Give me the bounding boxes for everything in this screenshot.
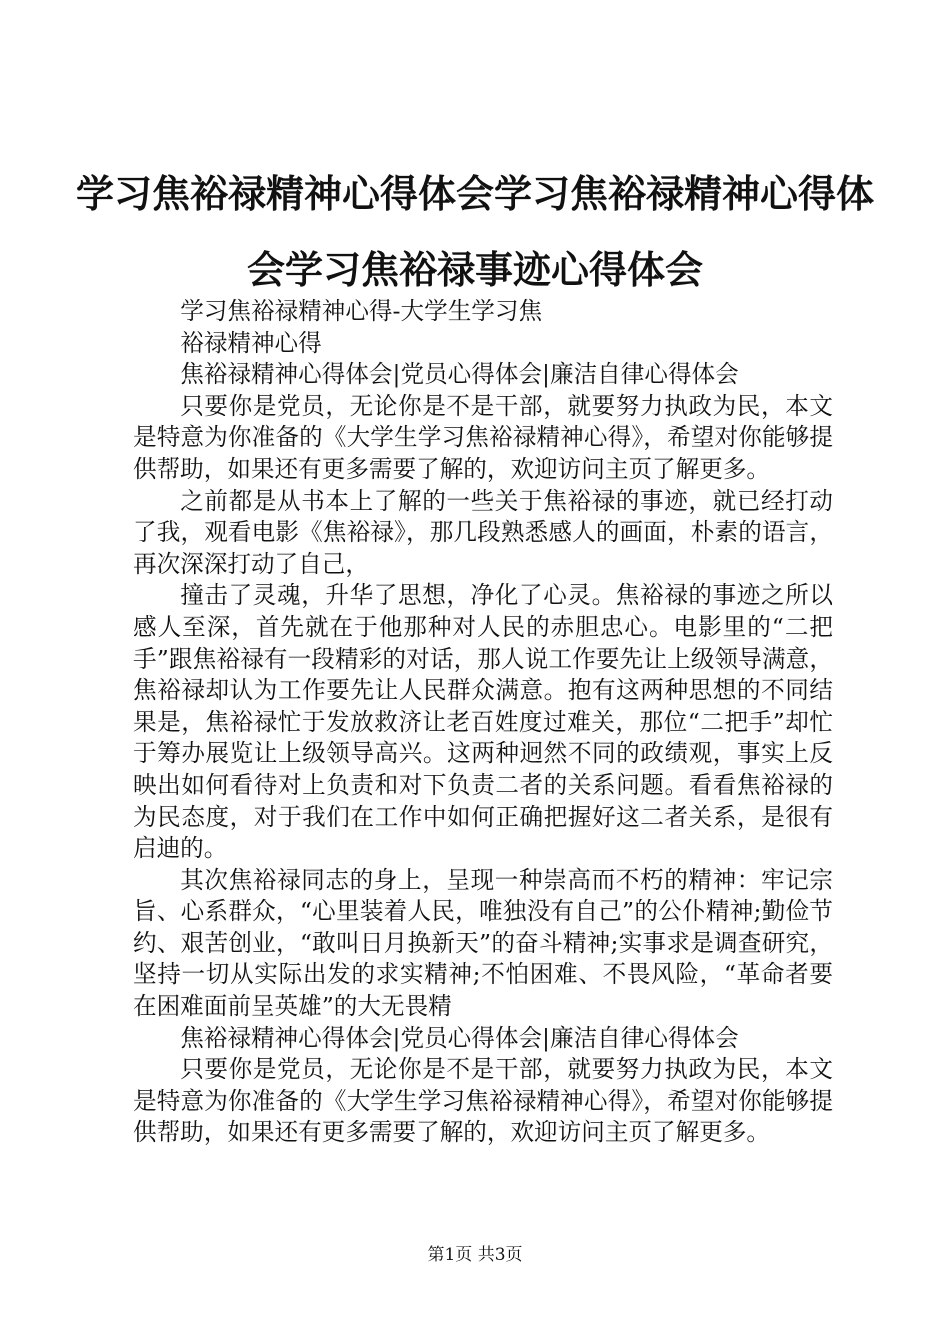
paragraph: 撞击了灵魂，升华了思想，净化了心灵。焦裕禄的事迹之所以感人至深，首先就在于他那种对人民的赤胆忠心。电影里的“二把手”跟焦裕禄有一段精彩的对话，那人说工作要先让上级领导满意，焦裕禄却认为工作要先让人民群众满意。抱有这两种思想的不同结果是，焦裕禄忙于发放救济让老百姓度过难关，那位“二把手”却忙于筹办展览让上级领导高兴。这两种迥然不同的政绩观，事实上反映出如何看待对上负责和对下负责二者的关系问题。看看焦裕禄的为民态度，对于我们在工作中如何正确把握好这二者关系，是很有启迪的。: [133, 581, 833, 863]
paragraph: 之前都是从书本上了解的一些关于焦裕禄的事迹，就已经打动了我，观看电影《焦裕禄》，那几段熟悉感人的画面，朴素的语言，再次深深打动了自己，: [133, 486, 833, 578]
document-body: [133, 296, 833, 1149]
paragraph: 其次焦裕禄同志的身上，呈现一种崇高而不朽的精神：牢记宗旨、心系群众，“心里装着人民，唯独没有自己”的公仆精神;勤俭节约、艰苦创业，“敢叫日月换新天”的奋斗精神;实事求是调查研究，坚持一切从实际出发的求实精神;不怕困难、不畏风险，“革命者要在困难面前呈英雄”的大无畏精: [133, 865, 833, 1021]
paragraph: 只要你是党员，无论你是不是干部，就要努力执政为民，本文是特意为你准备的《大学生学习焦裕禄精神心得》，希望对你能够提供帮助，如果还有更多需要了解的，欢迎访问主页了解更多。: [133, 1055, 833, 1147]
document-title: 学习焦裕禄精神心得体会学习焦裕禄精神心得体会学习焦裕禄事迹心得体会: [75, 171, 874, 292]
paragraph: 裕禄精神心得: [180, 328, 322, 357]
paragraph: 焦裕禄精神心得体会|党员心得体会|廉洁自律心得体会: [180, 1023, 739, 1052]
paragraph: 只要你是党员，无论你是不是干部，就要努力执政为民，本文是特意为你准备的《大学生学习焦裕禄精神心得》，希望对你能够提供帮助，如果还有更多需要了解的，欢迎访问主页了解更多。: [133, 391, 833, 483]
paragraph: 学习焦裕禄精神心得-大学生学习焦: [180, 297, 543, 325]
page-number-footer: 第1页 共3页: [427, 1245, 523, 1265]
paragraph: 焦裕禄精神心得体会|党员心得体会|廉洁自律心得体会: [180, 360, 739, 389]
